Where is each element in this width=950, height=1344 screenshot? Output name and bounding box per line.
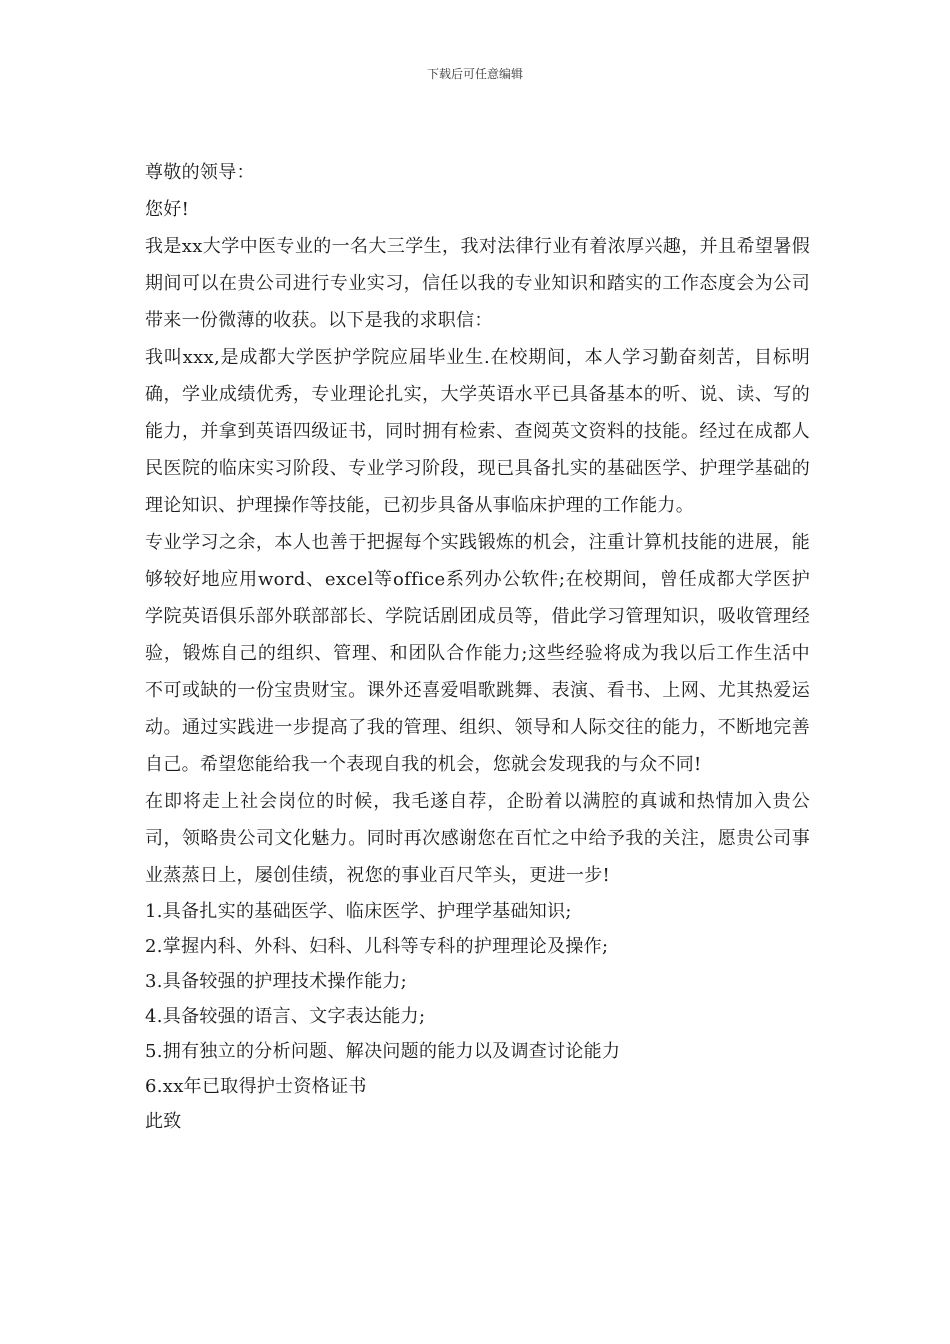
list-item: 2.掌握内科、外科、妇科、儿科等专科的护理理论及操作; <box>145 936 609 957</box>
paragraph-education: 我叫xxx,是成都大学医护学院应届毕业生.在校期间，本人学习勤奋刻苦，目标明确，学业成绩优秀，专业理论扎实，大学英语水平已具备基本的听、说、读、写的能力，并拿到英语四级证书，同时拥有检索、查阅英文资料的技能。经过在成都人民医院的临床实习阶段、专业学习阶段，现已具备扎实的基础医学、护理学基础的理论知识、护理操作等技能，已初步具备从事临床护理的工作能力。 <box>145 347 810 516</box>
list-item: 6.xx年已取得护士资格证书 <box>145 1076 367 1097</box>
page-header-note: 下载后可任意编辑 <box>426 67 523 81</box>
list-item: 5.拥有独立的分析问题、解决问题的能力以及调查讨论能力 <box>145 1041 621 1062</box>
closing: 此致 <box>145 1111 182 1132</box>
list-item: 3.具备较强的护理技术操作能力; <box>145 971 408 992</box>
list-item: 4.具备较强的语言、文字表达能力; <box>145 1006 426 1027</box>
paragraph-closing-wish: 在即将走上社会岗位的时候，我毛遂自荐，企盼着以满腔的真诚和热情加入贵公司，领略贵公司文化魅力。同时再次感谢您在百忙之中给予我的关注，愿贵公司事业蒸蒸日上，屡创佳绩，祝您的事业百尺竿头，更进一步! <box>145 791 810 886</box>
paragraph-intro: 我是xx大学中医专业的一名大三学生，我对法律行业有着浓厚兴趣，并且希望暑假期间可以在贵公司进行专业实习，信任以我的专业知识和踏实的工作态度会为公司带来一份微薄的收获。以下是我的求职信： <box>145 236 810 331</box>
greeting: 您好! <box>145 199 190 220</box>
salutation: 尊敬的领导： <box>145 162 255 183</box>
letter-body <box>145 154 810 1139</box>
paragraph-activities: 专业学习之余，本人也善于把握每个实践锻炼的机会，注重计算机技能的进展，能够较好地应用word、excel等office系列办公软件;在校期间，曾任成都大学医护学院英语俱乐部外联部部长、学院话剧团成员等，借此学习管理知识，吸收管理经验，锻炼自己的组织、管理、和团队合作能力;这些经验将成为我以后工作生活中不可或缺的一份宝贵财宝。课外还喜爱唱歌跳舞、表演、看书、上网、尤其热爱运动。通过实践进一步提高了我的管理、组织、领导和人际交往的能力，不断地完善自己。希望您能给我一个表现自我的机会，您就会发现我的与众不同! <box>145 532 810 775</box>
list-item: 1.具备扎实的基础医学、临床医学、护理学基础知识; <box>145 901 572 922</box>
